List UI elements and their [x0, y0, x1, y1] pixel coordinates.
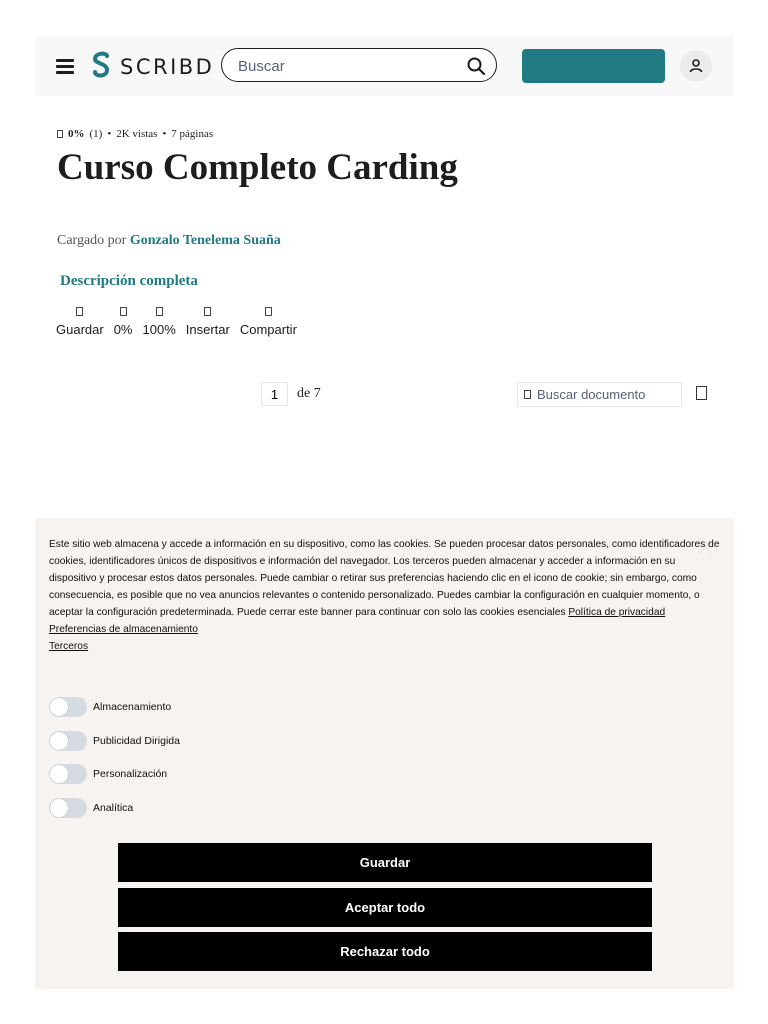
document-search-placeholder: Buscar documento — [537, 387, 646, 402]
analytics-toggle[interactable] — [49, 798, 87, 818]
user-icon — [688, 58, 704, 74]
toggle-row-targeted-ads — [49, 731, 180, 751]
personalization-toggle-label: Personalización — [93, 768, 168, 780]
embed-icon — [204, 307, 211, 316]
uploader-link[interactable]: Gonzalo Tenelema Suaña — [129, 233, 281, 248]
separator-dot: • — [107, 128, 112, 140]
upvote-action-label: 0% — [113, 322, 133, 337]
cookie-notice-text — [49, 536, 721, 655]
toggle-row-analytics — [49, 798, 133, 818]
share-icon — [265, 307, 272, 316]
separator-dot: • — [162, 128, 167, 140]
scribd-logo-icon[interactable] — [90, 50, 112, 80]
downvote-action-label: 100% — [142, 322, 176, 337]
toggle-row-personalization — [49, 764, 167, 784]
menu-icon[interactable] — [56, 59, 74, 73]
top-navigation-bar — [35, 36, 734, 96]
search-input[interactable] — [236, 55, 450, 77]
accept-all-button[interactable]: Aceptar todo — [118, 888, 652, 927]
document-search-input[interactable] — [517, 382, 682, 407]
downvote-action-button[interactable] — [143, 307, 176, 337]
save-preferences-button[interactable]: Guardar — [118, 843, 652, 882]
search-icon[interactable] — [466, 56, 486, 76]
save-action-label: Guardar — [56, 322, 104, 337]
scribd-logo-text[interactable]: SCRIBD — [120, 55, 215, 79]
targeted-ads-toggle[interactable] — [49, 731, 87, 751]
analytics-toggle-label: Analítica — [93, 802, 134, 814]
third-parties-link[interactable]: Terceros — [49, 641, 89, 652]
upgrade-cta-button[interactable] — [522, 49, 665, 83]
page-number-input[interactable] — [261, 382, 288, 406]
uploader-line — [57, 233, 281, 249]
personalization-toggle[interactable] — [49, 764, 87, 784]
fullscreen-icon[interactable] — [696, 386, 707, 400]
toggle-row-storage — [49, 697, 171, 717]
user-account-button[interactable] — [680, 50, 712, 82]
save-action-button[interactable] — [56, 307, 104, 337]
search-icon — [524, 390, 531, 399]
share-action-label: Compartir — [239, 322, 297, 337]
rating-icon — [57, 130, 63, 138]
full-description-link[interactable]: Descripción completa — [60, 273, 198, 289]
privacy-policy-link[interactable]: Política de privacidad — [568, 607, 666, 618]
storage-preferences-link[interactable]: Preferencias de almacenamiento — [49, 624, 198, 635]
rating-value: 0% — [68, 128, 85, 140]
thumbs-down-icon — [156, 307, 163, 316]
thumbs-up-icon — [120, 307, 127, 316]
reject-all-button[interactable]: Rechazar todo — [118, 932, 652, 971]
embed-action-label: Insertar — [185, 322, 230, 337]
document-actions — [56, 307, 307, 337]
page-total-label: de 7 — [297, 386, 321, 401]
document-title: Curso Completo Carding — [57, 147, 458, 188]
storage-toggle-label: Almacenamiento — [93, 701, 172, 713]
storage-toggle[interactable] — [49, 697, 87, 717]
rating-count: (1) — [89, 128, 103, 140]
cookie-description: Este sitio web almacena y accede a información en su dispositivo, como las cookies. Se pueden procesar datos personales, como identificadores de cookies, identificadores únicos de dispositivos e información del navegador. Los terceros pueden almacenar y acceder a información en su dispositivo y procesar estos datos personales. Puede cambiar o retirar sus preferencias haciendo clic en el icono de cookie; sin embargo, como consecuencia, es posible que no vea anuncios relevantes o contenido personalizado. Puedes cambiar la configuración en cualquier momento, o aceptar la configuración predeterminada. Puede cerrar este banner para continuar con solo las cookies esenciales — [49, 539, 720, 618]
embed-action-button[interactable] — [186, 307, 230, 337]
search-bar — [221, 48, 497, 82]
targeted-ads-toggle-label: Publicidad Dirigida — [93, 735, 180, 747]
page-count: 7 páginas — [171, 128, 214, 140]
page-navigator — [261, 382, 321, 406]
cookie-consent-banner — [35, 518, 734, 989]
upvote-action-button[interactable] — [114, 307, 133, 337]
document-meta — [57, 128, 213, 140]
view-count: 2K vistas — [116, 128, 158, 140]
uploaded-by-label: Cargado por — [57, 233, 127, 248]
share-action-button[interactable] — [240, 307, 297, 337]
bookmark-icon — [76, 307, 83, 316]
